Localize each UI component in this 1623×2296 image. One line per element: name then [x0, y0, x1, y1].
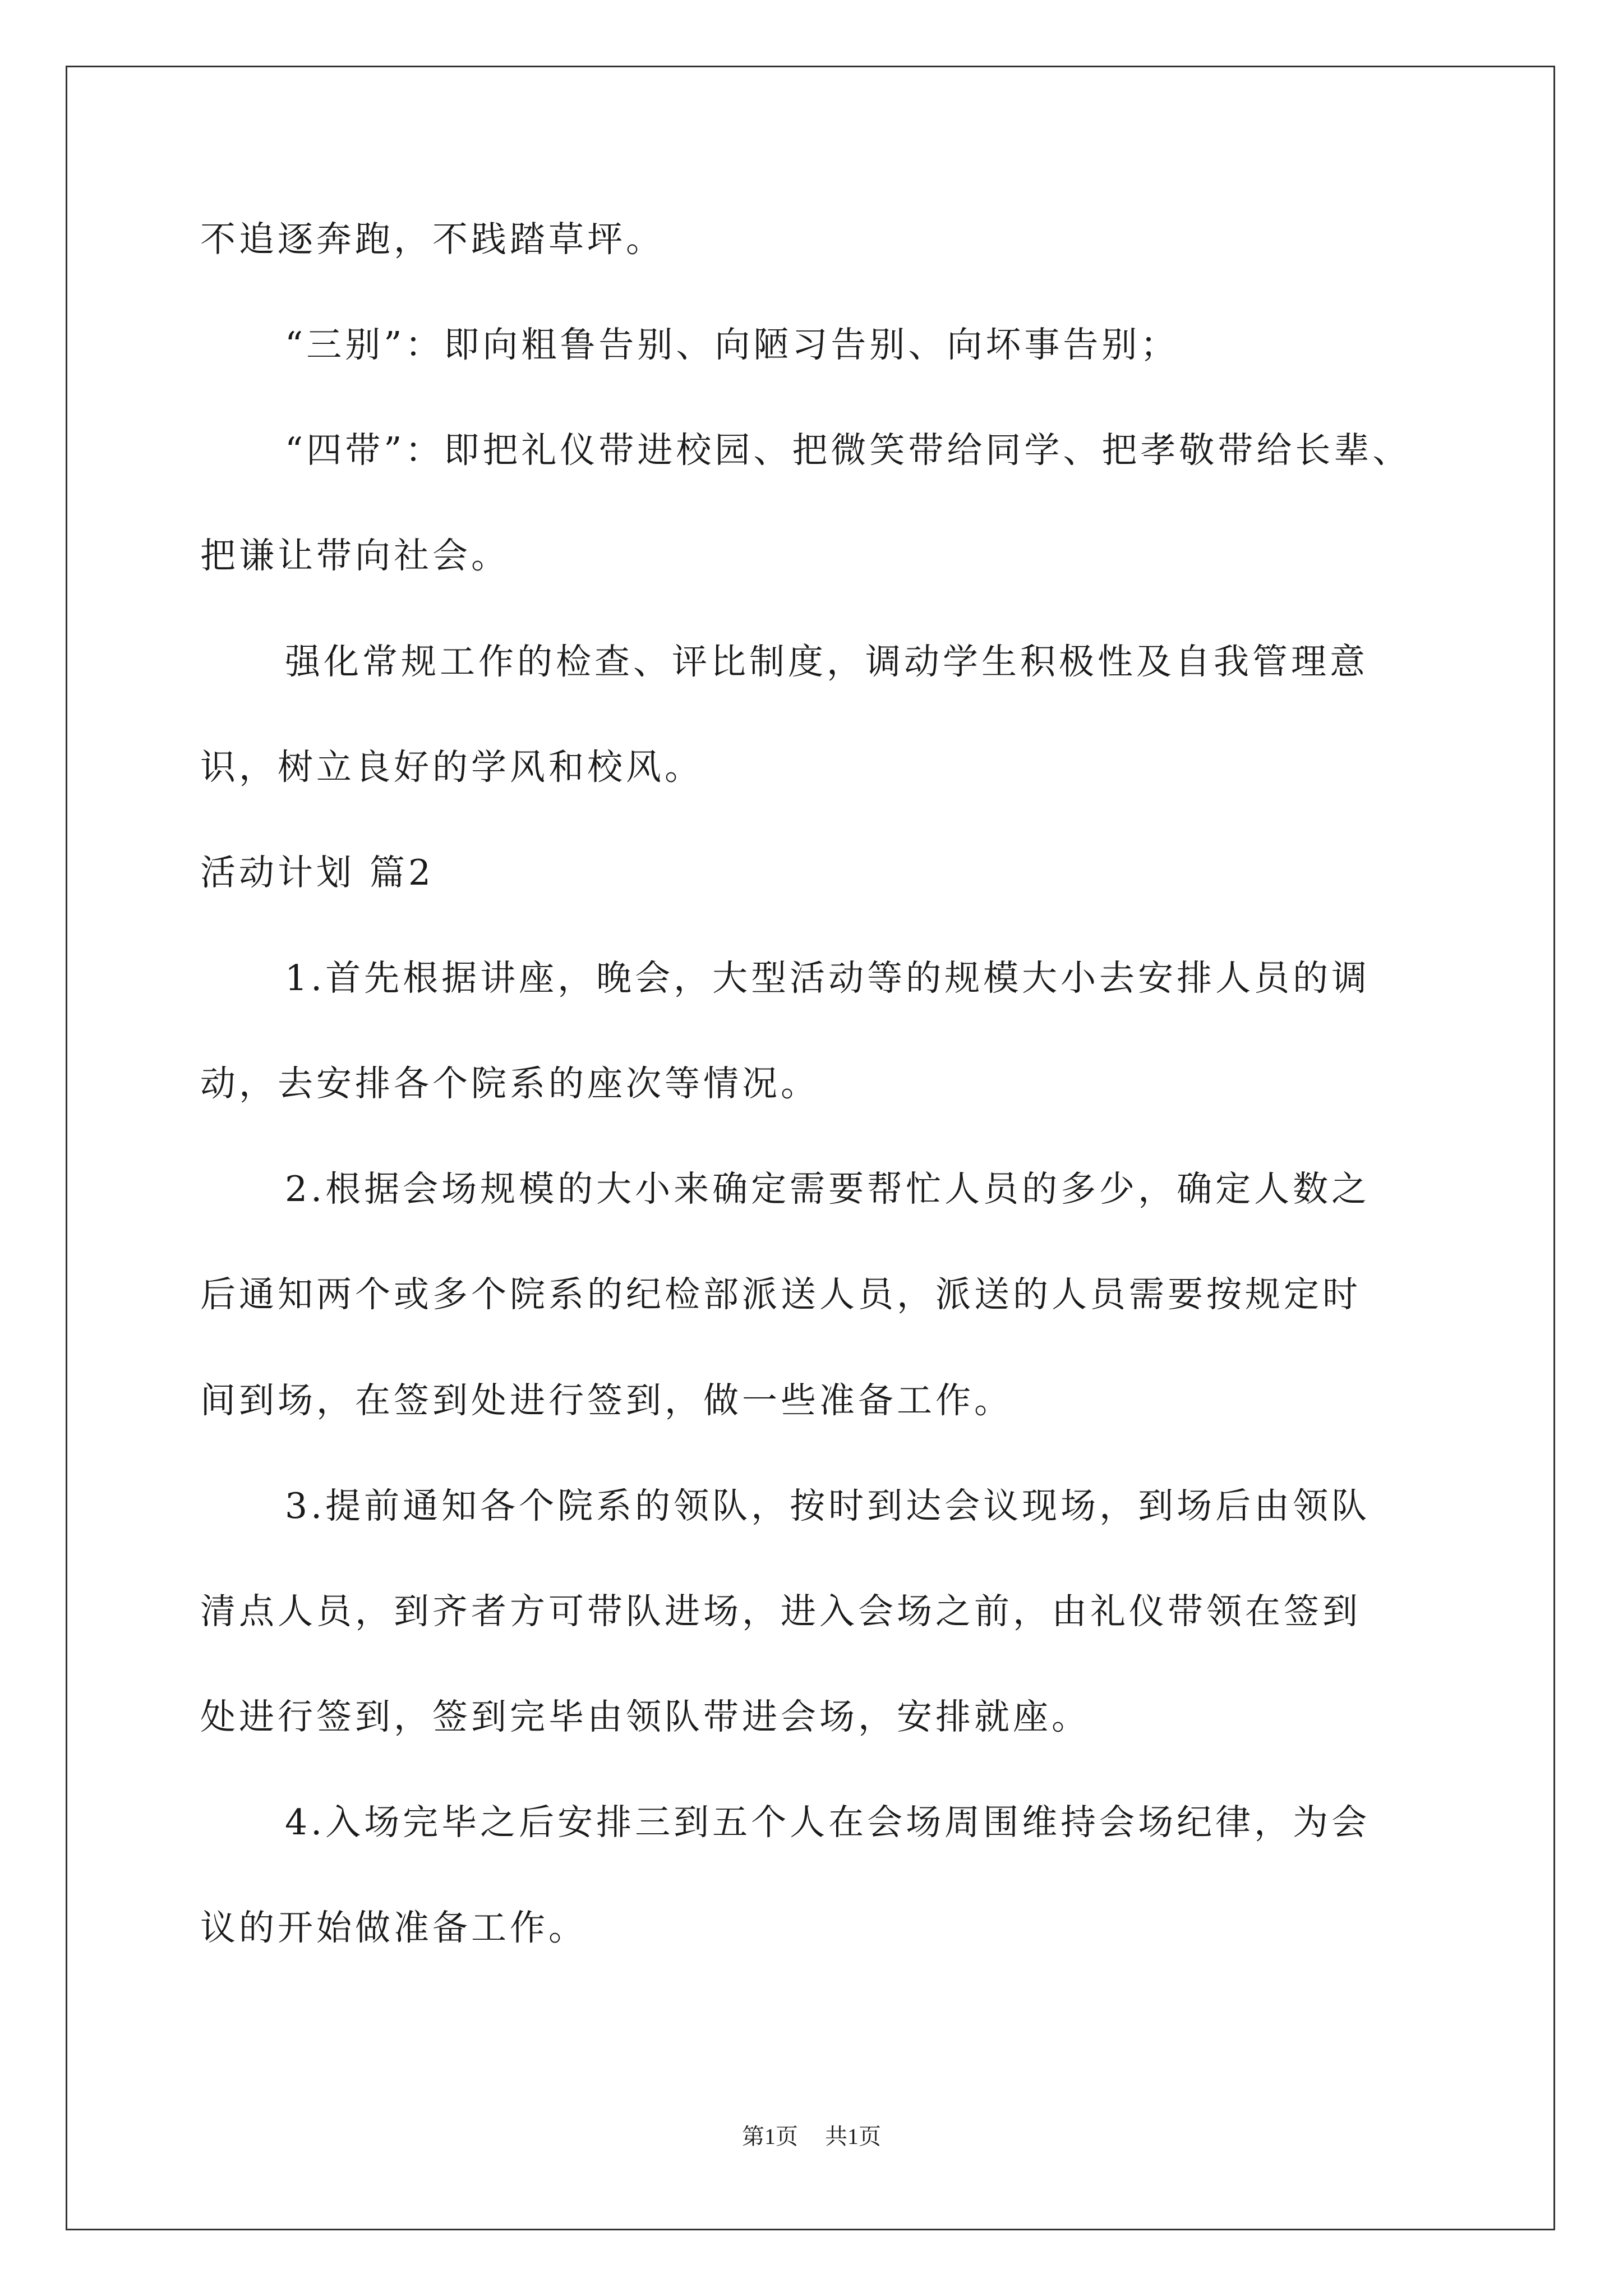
- text-line-4: 把谦让带向社会。: [200, 535, 510, 576]
- section-heading: 活动计划 篇2: [200, 852, 435, 893]
- text-line-10: 2.根据会场规模的大小来确定需要帮忙人员的多少，确定人数之: [285, 1168, 1371, 1209]
- text-line-3: “四带”：即把礼仪带进校园、把微笑带给同学、把孝敬带给长辈、: [285, 430, 1412, 471]
- page-frame: [66, 66, 1555, 2230]
- page-total: 共1页: [825, 2124, 881, 2149]
- text-line-16: 4.入场完毕之后安排三到五个人在会场周围维持会场纪律，为会: [285, 1802, 1371, 1843]
- text-line-13: 3.提前通知各个院系的领队，按时到达会议现场，到场后由领队: [285, 1485, 1371, 1526]
- text-line-17: 议的开始做准备工作。: [200, 1907, 587, 1948]
- text-line-2: “三别”：即向粗鲁告别、向陋习告别、向坏事告别；: [285, 324, 1179, 365]
- text-line-11: 后通知两个或多个院系的纪检部派送人员，派送的人员需要按规定时: [200, 1274, 1361, 1315]
- page-number: 第1页: [742, 2124, 798, 2149]
- text-line-9: 动，去安排各个院系的座次等情况。: [200, 1063, 819, 1104]
- text-line-5: 强化常规工作的检查、评比制度，调动学生积极性及自我管理意: [285, 641, 1368, 682]
- text-line-12: 间到场，在签到处进行签到，做一些准备工作。: [200, 1380, 1013, 1421]
- text-line-14: 清点人员，到齐者方可带队进场，进入会场之前，由礼仪带领在签到: [200, 1591, 1361, 1632]
- text-line-1: 不追逐奔跑，不践踏草坪。: [200, 219, 665, 260]
- page-footer: [0, 2125, 1623, 2148]
- text-line-6: 识，树立良好的学风和校风。: [200, 747, 703, 788]
- text-line-8: 1.首先根据讲座，晚会，大型活动等的规模大小去安排人员的调: [285, 958, 1371, 999]
- text-line-15: 处进行签到，签到完毕由领队带进会场，安排就座。: [200, 1696, 1090, 1737]
